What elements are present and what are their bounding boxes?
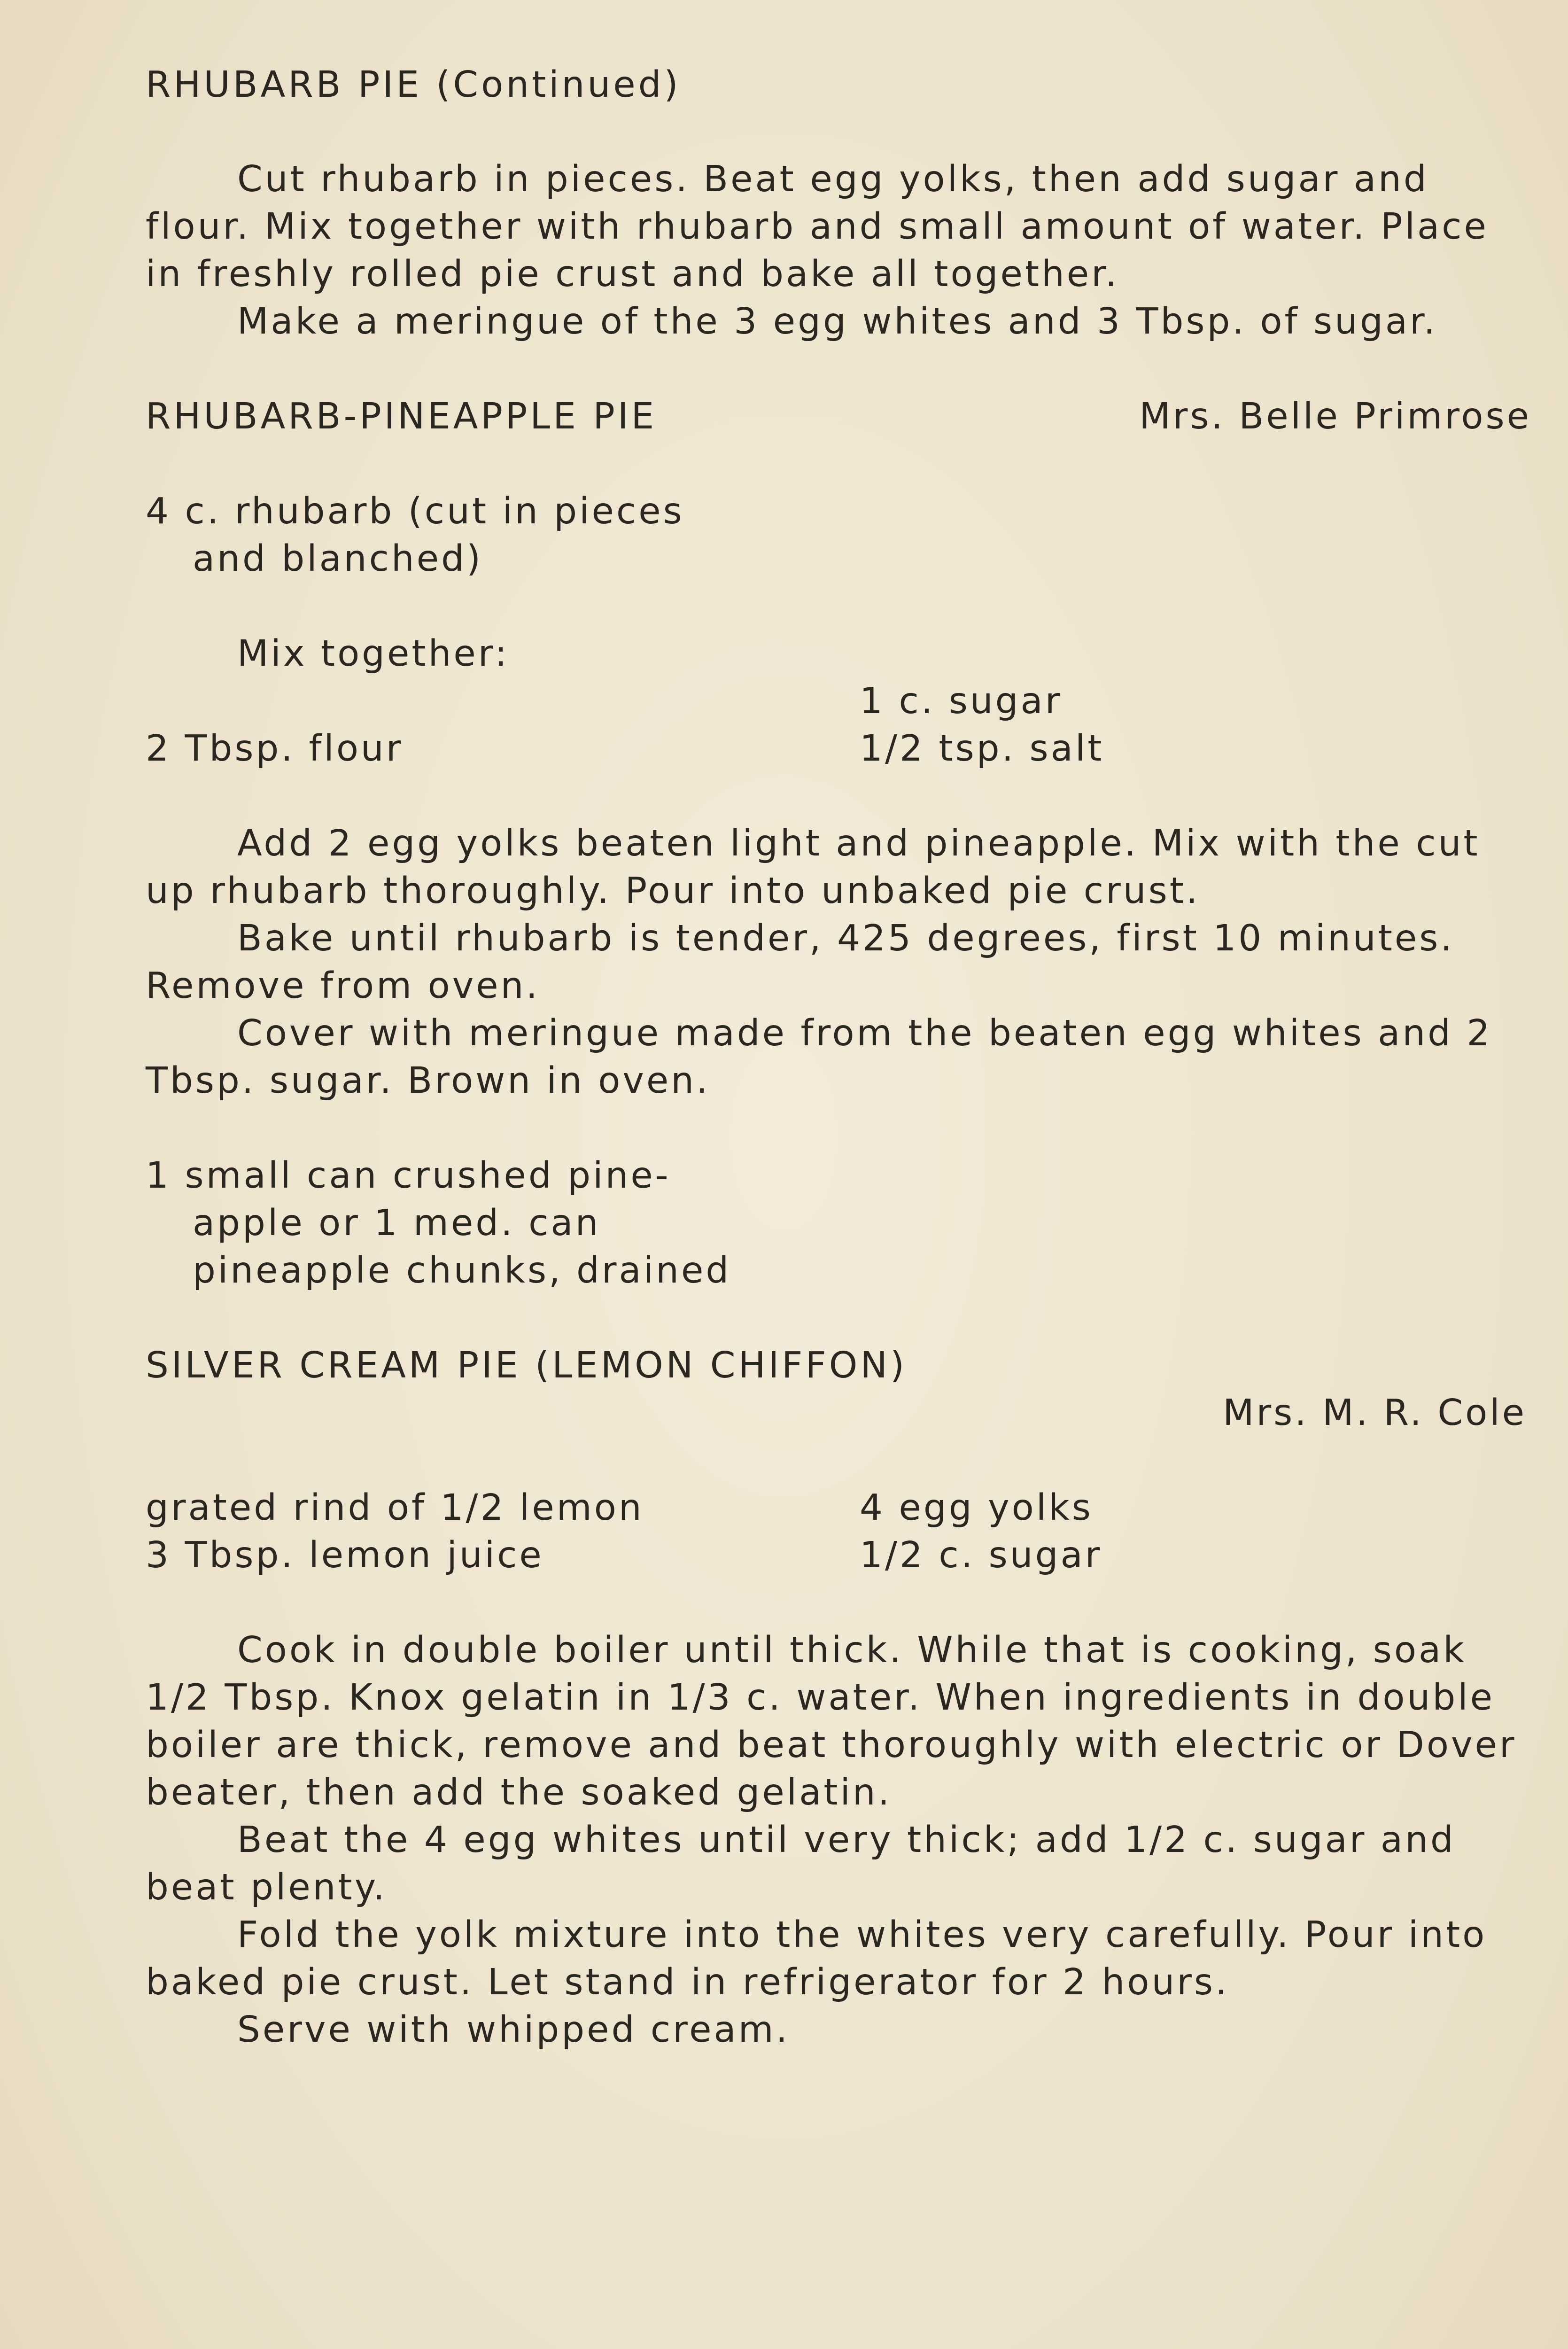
rhubarb-pineapple-pie-author: Mrs. Belle Primrose: [1139, 396, 1531, 437]
mix-ingredients: [146, 677, 1531, 772]
ingredient-lemon-juice: 3 Tbsp. lemon juice: [146, 1534, 544, 1576]
silver-cream-pie-title: SILVER CREAM PIE (LEMON CHIFFON): [146, 1345, 908, 1386]
mix-ingredient-salt: 1/2 tsp. salt: [860, 728, 1104, 770]
rhubarb-pie-step-2: Make a meringue of the 3 egg whites and 3 Tbsp. of sugar.: [237, 301, 1438, 342]
rhubarb-pie-step-1: Cut rhubarb in pieces. Beat egg yolks, then add sugar and flour. Mix together with rhubarb and small amount of water. Place in freshly rolled pie crust and bake all together.: [146, 158, 1489, 295]
pineapple-ingredient-line-1: 1 small can crushed pine-: [146, 1155, 671, 1197]
silver-cream-step-3: Fold the yolk mixture into the whites very carefully. Pour into baked pie crust. Let stand in refrigerator for 2 hours.: [146, 1914, 1487, 2003]
mix-ingredient-flour: 2 Tbsp. flour: [146, 728, 404, 770]
rhubarb-pineapple-pie-header: [146, 393, 1531, 440]
silver-cream-step-2: Beat the 4 egg whites until very thick; add 1/2 c. sugar and beat plenty.: [146, 1819, 1456, 1908]
silver-cream-pie-author: Mrs. M. R. Cole: [1223, 1392, 1527, 1434]
rhubarb-pineapple-pie-title: RHUBARB-PINEAPPLE PIE: [146, 396, 657, 437]
rhubarb-pie-title: RHUBARB PIE (Continued): [146, 64, 681, 106]
rhubarb-ingredient-line-2: and blanched): [193, 538, 483, 580]
mix-ingredient-sugar: 1 c. sugar: [860, 680, 1063, 722]
rhubarb-ingredient-line-1: 4 c. rhubarb (cut in pieces: [146, 490, 684, 532]
mix-together-label: Mix together:: [237, 633, 510, 675]
page-content: [146, 61, 1531, 2053]
ingredient-sugar: 1/2 c. sugar: [860, 1534, 1102, 1576]
rhubarb-pineapple-step-2: Bake until rhubarb is tender, 425 degrees, first 10 minutes. Remove from oven.: [146, 918, 1454, 1007]
silver-cream-ingredients: [146, 1484, 1531, 1579]
rhubarb-pineapple-step-3: Cover with meringue made from the beaten egg whites and 2 Tbsp. sugar. Brown in oven.: [146, 1012, 1492, 1102]
ingredient-egg-yolks: 4 egg yolks: [860, 1487, 1093, 1529]
rhubarb-pineapple-step-1: Add 2 egg yolks beaten light and pineapple. Mix with the cut up rhubarb thoroughly. Pour into unbaked pie crust.: [146, 823, 1480, 912]
ingredient-lemon-rind: grated rind of 1/2 lemon: [146, 1487, 644, 1529]
pineapple-ingredient-line-3: pineapple chunks, drained: [193, 1250, 731, 1291]
silver-cream-step-4: Serve with whipped cream.: [237, 2009, 790, 2051]
silver-cream-step-1: Cook in double boiler until thick. While that is cooking, soak 1/2 Tbsp. Knox gelatin in 1/3 c. water. When ingredients in double boiler are thick, remove and beat thoroughly with electric or Dover beater, then add the soaked gelatin.: [146, 1629, 1517, 1813]
mix-ingredient-empty: [146, 677, 860, 725]
pineapple-ingredient-line-2: apple or 1 med. can: [193, 1202, 601, 1244]
